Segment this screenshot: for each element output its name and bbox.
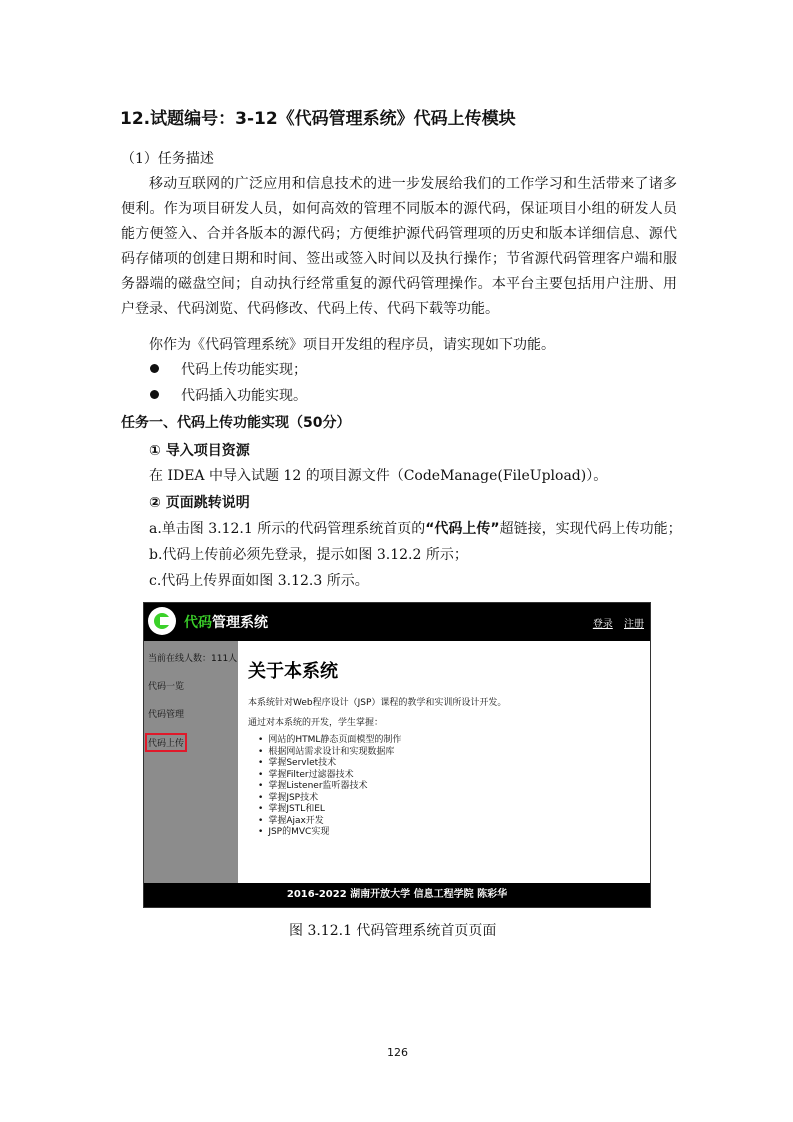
step2-a-post: 超链接，实现代码上传功能；: [499, 521, 682, 537]
step2-title: ② 页面跳转说明: [149, 495, 250, 511]
skills-list: [258, 735, 401, 839]
logo-icon: [148, 607, 176, 635]
bullet-text: 代码上传功能实现；: [181, 362, 307, 378]
main-content: [248, 657, 507, 837]
app-title: 代码管理系统: [184, 615, 268, 631]
nav-code-upload[interactable]: 代码上传: [145, 733, 187, 752]
bullet-text: 代码插入功能实现。: [181, 388, 307, 404]
step2-b: b.代码上传前必须先登录，提示如图 3.12.2 所示；: [149, 547, 468, 563]
step1-title: ① 导入项目资源: [149, 443, 250, 459]
step2-c: c.代码上传界面如图 3.12.3 所示。: [149, 573, 369, 589]
desc-line-2: 通过对本系统的开发，学生掌握：: [248, 718, 384, 728]
skill-item: • 掌握Ajax开发: [258, 816, 401, 828]
online-count: 当前在线人数：111人: [148, 654, 238, 664]
nav-code-manage[interactable]: 代码管理: [148, 710, 185, 720]
skill-item: • 根据网站需求设计和实现数据库: [258, 747, 401, 759]
skill-item: • JSP的MVC实现: [258, 827, 401, 839]
task1-title: 任务一、代码上传功能实现（50分）: [121, 415, 351, 431]
bullet-dot: [150, 364, 159, 373]
bullet-item: [150, 359, 307, 379]
bullet-item: [150, 385, 307, 405]
intro-paragraph: 移动互联网的广泛应用和信息技术的进一步发展给我们的工作学习和生活带来了诸多便利。作为项目研发人员，如何高效的管理不同版本的源代码，保证项目小组的研发人员能方便签入、合并各版本的源代码；方便维护源代码管理项的历史和版本详细信息、源代码存储项的创建日期和时间、签出或签入时间以及执行操作；节省源代码管理客户端和服务器端的磁盘空间；自动执行经常重复的源代码管理操作。本平台主要包括用户注册、用户登录、代码浏览、代码修改、代码上传、代码下载等功能。: [121, 176, 677, 317]
app-footer: 2016-2022 湖南开放大学 信息工程学院 陈彩华: [144, 883, 650, 907]
skill-item: • 掌握JSTL和EL: [258, 804, 401, 816]
role-line: 你作为《代码管理系统》项目开发组的程序员，请实现如下功能。: [149, 337, 555, 353]
sidebar: [144, 641, 238, 883]
skill-item: • 网站的HTML静态页面模型的制作: [258, 735, 401, 747]
skill-item: • 掌握JSP技术: [258, 793, 401, 805]
top-links: [585, 615, 644, 630]
figure-caption: 图 3.12.1 代码管理系统首页页面: [289, 923, 497, 939]
step1-text: 在 IDEA 中导入试题 12 的项目源文件（CodeManage(FileUpload)）。: [149, 468, 608, 484]
app-screenshot: [143, 602, 651, 908]
login-link[interactable]: 登录: [592, 619, 613, 630]
section-heading: 12.试题编号：3-12《代码管理系统》代码上传模块: [120, 109, 516, 129]
page-number: 126: [387, 1046, 408, 1059]
desc-line-1: 本系统针对Web程序设计（JSP）课程的教学和实训所设计开发。: [248, 698, 507, 708]
bullet-dot: [150, 390, 159, 399]
app-header: [144, 603, 650, 641]
step2-a-pre: a.单击图 3.12.1 所示的代码管理系统首页的: [149, 521, 426, 537]
nav-code-list[interactable]: 代码一览: [148, 682, 185, 692]
skill-item: • 掌握Filter过滤器技术: [258, 770, 401, 782]
skill-item: • 掌握Listener监听器技术: [258, 781, 401, 793]
skill-item: • 掌握Servlet技术: [258, 758, 401, 770]
step2-a-bold: “代码上传”: [425, 521, 500, 537]
step2-a: [149, 518, 682, 538]
register-link[interactable]: 注册: [624, 619, 644, 630]
about-title: 关于本系统: [248, 661, 338, 682]
task-desc-label: （1）任务描述: [121, 151, 214, 167]
